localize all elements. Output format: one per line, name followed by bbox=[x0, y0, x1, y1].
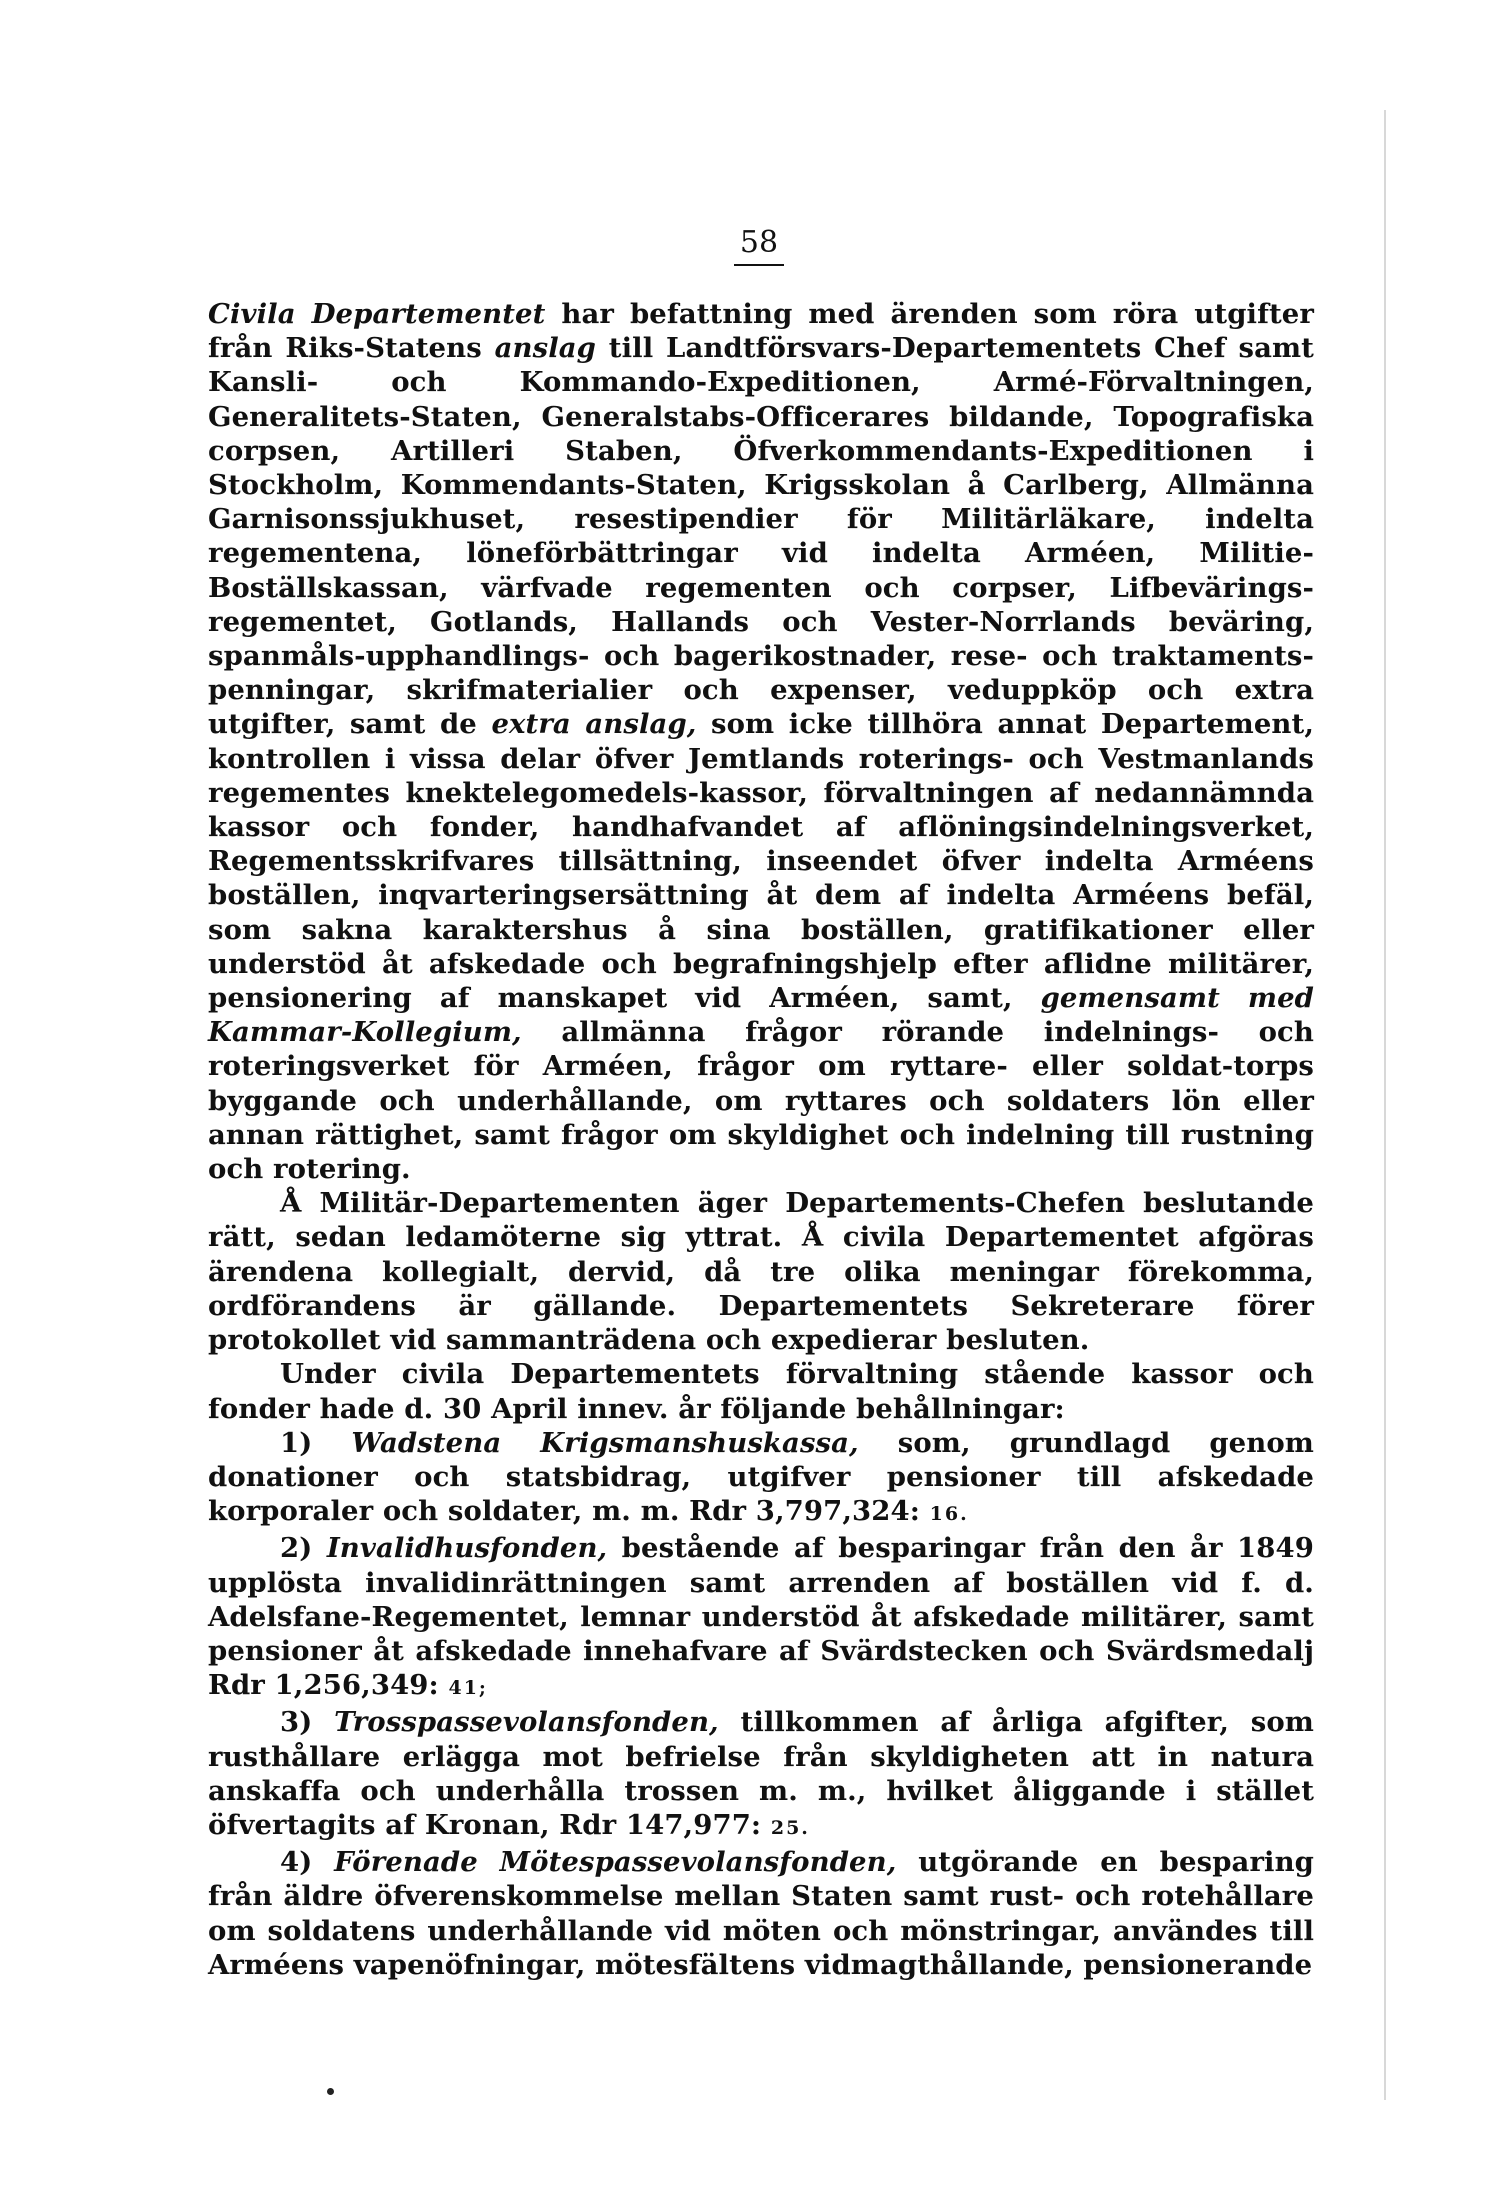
term-kammar-kollegium: gemensamt med Kammar-Kollegium, bbox=[208, 982, 1314, 1049]
text-run: till Landtförsvars-Departementets Chef samt Kansli- och Kommando-Expeditionen, Armé-Förvaltningen, Generalitets-Staten, Generalstabs-Officerares bildande, Topografiska corpsen, Artilleri Staben, Öfverkommendants-Expeditionen i Stockholm, Kommendants-Staten, Krigsskolan å Carlberg, Allmänna Garnisonssjukhuset, resestipendier för Militärläkare, indelta regementena, löneförbättringar vid indelta Arméen, Militie-Boställskassan, värfvade regementen och corpser, Lifbevärings-regementet, Gotlands, Hallands och Vester-Norrlands beväring, spanmåls-upphandlings- och bagerikostnader, rese- och traktaments-penningar, skrifmaterialier och expenser, veduppköp och extra utgifter, samt de bbox=[208, 332, 1314, 741]
ore-amount: 41; bbox=[448, 1677, 488, 1700]
list-item-krigsmanshuskassa bbox=[208, 1426, 1314, 1532]
text-run: har befattning med ärenden som röra utgifter från Riks-Statens bbox=[208, 298, 1314, 365]
item-number: 4) bbox=[280, 1846, 335, 1879]
text-run: utgörande en besparing från äldre öfverenskommelse mellan Staten samt rust- och rotehållare om soldatens underhållande vid möten och mönstringar, användes till Arméens vapenöfningar, mötesfältens vidmagthållande, pensionerande bbox=[208, 1846, 1314, 1981]
ink-speck bbox=[327, 2088, 334, 2095]
item-number: 2) bbox=[280, 1532, 327, 1565]
item-number: 1) bbox=[280, 1426, 352, 1459]
term-extra-anslag: extra anslag, bbox=[491, 708, 697, 741]
term-anslag: anslag bbox=[494, 332, 597, 365]
text-run: bestående af besparingar från den år 1849 upplösta invalidinrättningen samt arrenden af boställen vid f. d. Adelsfane-Regementet, lemnar understöd åt afskedade militärer, samt pensioner åt afskedade innehafvare af Svärdstecken och Svärdsmedalj Rdr 1,256,349: bbox=[208, 1532, 1314, 1702]
paragraph-kassor-och-fonder: Under civila Departementets förvaltning stående kassor och fonder hade d. 30 April innev. år följande behållningar: bbox=[208, 1358, 1314, 1425]
body-text bbox=[208, 297, 1314, 1982]
text-run: som icke tillhöra annat Departement, kontrollen i vissa delar öfver Jemtlands roterings- och Vestmanlands regementes knektelegomedels-kassor, förvaltningen af nedannämnda kassor och fonder, handhafvandet af aflöningsindelningsverket, Regementsskrifvares tillsättning, inseendet öfver indelta Arméens boställen, inqvarteringsersättning åt dem af indelta Arméens befäl, som sakna karaktershus å sina boställen, gratifikationer eller understöd åt afskedade och begrafningshjelp efter aflidne militärer, pensionering af manskapet vid Arméen, samt, bbox=[208, 708, 1315, 1015]
page-number-text: 58 bbox=[734, 225, 784, 266]
ore-amount: 16. bbox=[929, 1503, 969, 1526]
text-run: som, grundlagd genom donationer och statsbidrag, utgifver pensioner till afskedade korporaler och soldater, m. m. Rdr 3,797,324: bbox=[208, 1426, 1314, 1528]
list-item-motespassevolansfonden bbox=[208, 1845, 1314, 1982]
item-number: 3) bbox=[280, 1706, 335, 1739]
fund-name: Invalidhusfonden, bbox=[326, 1532, 608, 1565]
page-edge-line bbox=[1384, 110, 1386, 2100]
ore-amount: 25. bbox=[770, 1816, 810, 1839]
fund-name: Wadstena Krigsmanshuskassa, bbox=[351, 1426, 859, 1459]
paragraph-militar-departementen: Å Militär-Departementen äger Departements-Chefen beslutande rätt, sedan ledamöterne sig yttrat. Å civila Departementet afgöras ärendena kollegialt, dervid, då tre olika meningar förekomma, ordförandens är gällande. Departementets Sekreterare förer protokollet vid sammanträdena och expedierar besluten. bbox=[208, 1187, 1314, 1357]
fund-name: Förenade Mötespassevolansfonden, bbox=[334, 1846, 897, 1879]
page-number bbox=[0, 225, 1488, 266]
fund-name: Trosspassevolansfonden, bbox=[334, 1706, 719, 1739]
list-item-trosspassevolansfonden bbox=[208, 1705, 1314, 1845]
text-run: allmänna frågor rörande indelnings- och roteringsverket för Arméen, frågor om ryttare- eller soldat-torps byggande och underhållande, om ryttares och soldaters lön eller annan rättighet, samt frågor om skyldighet och indelning till rustning och rotering. bbox=[208, 1016, 1314, 1186]
paragraph-civila-departementet bbox=[208, 297, 1314, 1186]
text-run: tillkommen af årliga afgifter, som rusthållare erlägga mot befrielse från skyldigheten att in natura anskaffa och underhålla trossen m. m., hvilket åliggande i stället öfvertagits af Kronan, Rdr 147,977: bbox=[208, 1706, 1314, 1841]
term-civila-departementet: Civila Departementet bbox=[208, 298, 546, 330]
list-item-invalidhusfonden bbox=[208, 1531, 1314, 1705]
